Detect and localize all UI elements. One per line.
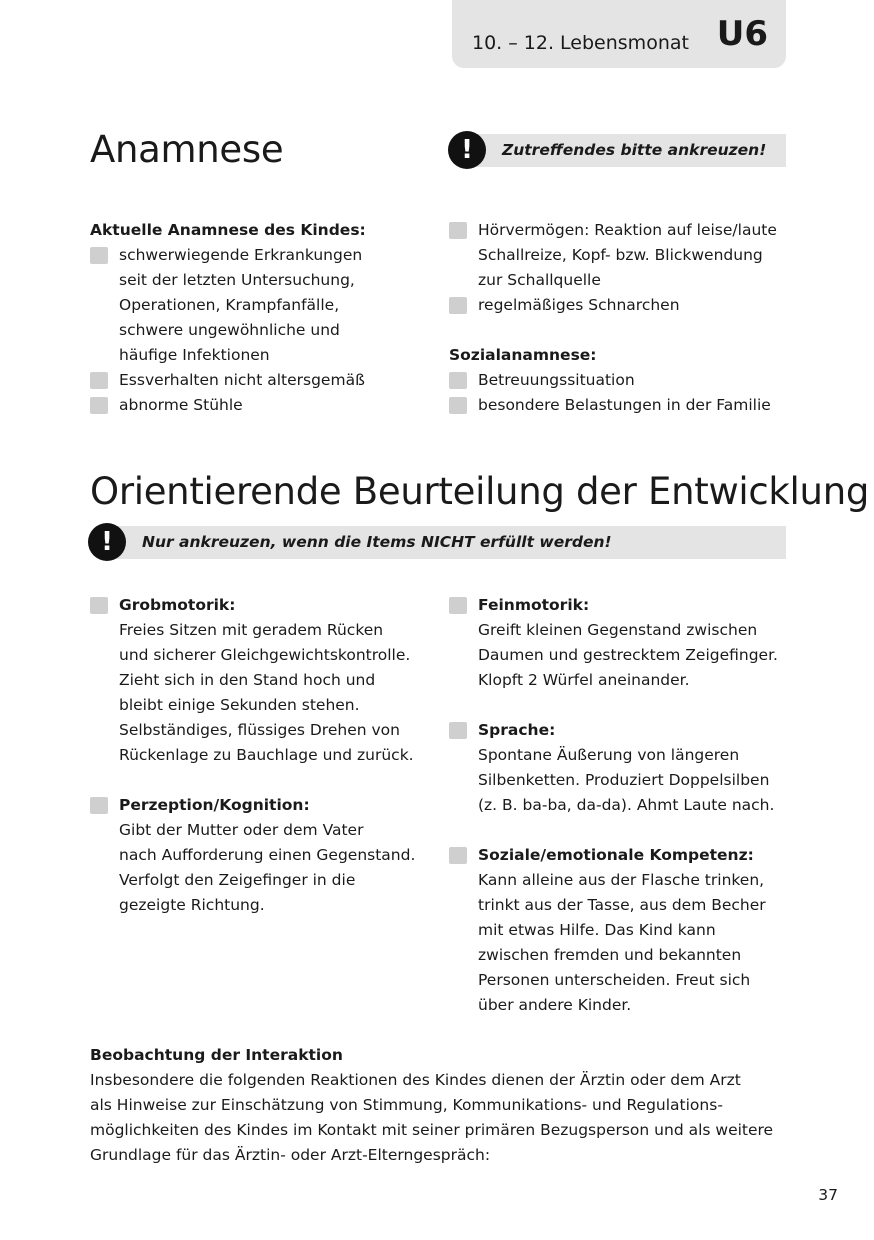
item-text: abnorme Stühle: [119, 396, 243, 414]
item-text: Daumen und gestrecktem Zeigefinger.: [478, 646, 778, 664]
paragraph-line: als Hinweise zur Einschätzung von Stimmung, Kommunikations- und Regulations-: [90, 1096, 723, 1114]
item-text: besondere Belastungen in der Familie: [478, 396, 771, 414]
checklist-item[interactable]: [90, 393, 430, 418]
item-text: Spontane Äußerung von längeren: [478, 746, 740, 764]
exclamation-icon: !: [88, 523, 126, 561]
development-item-fine-motor[interactable]: [449, 593, 789, 693]
header-subtitle: 10. – 12. Lebensmonat: [472, 32, 689, 54]
anamnese-notice: [448, 134, 786, 167]
development-item-gross-motor[interactable]: [90, 593, 435, 768]
item-text: seit der letzten Untersuchung,: [119, 271, 355, 289]
item-text: häufige Infektionen: [119, 346, 270, 364]
checklist-item[interactable]: [90, 368, 430, 393]
item-text: Kann alleine aus der Flasche trinken,: [478, 871, 765, 889]
item-text: Selbständiges, flüssiges Drehen von: [119, 721, 400, 739]
header-code: U6: [716, 14, 768, 54]
item-text: trinkt aus der Tasse, aus dem Becher: [478, 896, 766, 914]
item-label: Feinmotorik:: [478, 596, 590, 614]
development-title: Orientierende Beurteilung der Entwicklung: [90, 470, 870, 513]
item-text: schwere ungewöhnliche und: [119, 321, 340, 339]
item-text: bleibt einige Sekunden stehen.: [119, 696, 360, 714]
exclamation-icon: !: [448, 131, 486, 169]
item-text: Verfolgt den Zeigefinger in die: [119, 871, 356, 889]
item-text: Greift kleinen Gegenstand zwischen: [478, 621, 758, 639]
item-label: Perzeption/Kognition:: [119, 796, 310, 814]
item-text: über andere Kinder.: [478, 996, 632, 1014]
notice-text: Nur ankreuzen, wenn die Items NICHT erfüllt werden!: [142, 533, 612, 551]
item-text: Essverhalten nicht altersgemäß: [119, 371, 365, 389]
anamnese-title: Anamnese: [90, 128, 284, 171]
item-text: gezeigte Richtung.: [119, 896, 265, 914]
checkbox[interactable]: [90, 397, 108, 414]
item-text: regelmäßiges Schnarchen: [478, 296, 680, 314]
item-text: Freies Sitzen mit geradem Rücken: [119, 621, 384, 639]
checkbox[interactable]: [90, 247, 108, 264]
development-right-column: [449, 593, 789, 1018]
item-text: Silbenketten. Produziert Doppelsilben: [478, 771, 770, 789]
checkbox[interactable]: [449, 847, 467, 864]
item-text: schwerwiegende Erkrankungen: [119, 246, 363, 264]
checkbox[interactable]: [449, 222, 467, 239]
item-text: Hörvermögen: Reaktion auf leise/laute: [478, 221, 777, 239]
item-text: Klopft 2 Würfel aneinander.: [478, 671, 690, 689]
notice-text: Zutreffendes bitte ankreuzen!: [502, 141, 767, 159]
interaction-section: [90, 1043, 790, 1168]
item-text: (z. B. ba-ba, da-da). Ahmt Laute nach.: [478, 796, 775, 814]
development-item-language[interactable]: [449, 718, 789, 818]
item-text: Rückenlage zu Bauchlage und zurück.: [119, 746, 414, 764]
item-label: Grobmotorik:: [119, 596, 236, 614]
checkbox[interactable]: [449, 297, 467, 314]
checkbox[interactable]: [449, 722, 467, 739]
paragraph-line: Insbesondere die folgenden Reaktionen des Kindes dienen der Ärztin oder dem Arzt: [90, 1071, 741, 1089]
paragraph-line: möglichkeiten des Kindes im Kontakt mit seiner primären Bezugsperson und als weitere: [90, 1121, 774, 1139]
item-text: Personen unterscheiden. Freut sich: [478, 971, 751, 989]
item-text: Zieht sich in den Stand hoch und: [119, 671, 376, 689]
development-notice: [88, 526, 786, 559]
checklist-item[interactable]: [449, 218, 789, 293]
item-text: zur Schallquelle: [478, 271, 601, 289]
social-anamnesis-label: Sozialanamnese:: [449, 346, 597, 364]
item-text: und sicherer Gleichgewichtskontrolle.: [119, 646, 411, 664]
item-label: Sprache:: [478, 721, 556, 739]
item-label: Soziale/emotionale Kompetenz:: [478, 846, 754, 864]
item-text: Operationen, Krampfanfälle,: [119, 296, 340, 314]
header-tab: [452, 0, 786, 68]
current-anamnesis-label: Aktuelle Anamnese des Kindes:: [90, 221, 366, 239]
interaction-label: Beobachtung der Interaktion: [90, 1046, 343, 1064]
checklist-item[interactable]: [90, 243, 430, 368]
checkbox[interactable]: [90, 597, 108, 614]
checkbox[interactable]: [449, 372, 467, 389]
development-item-social-emotional[interactable]: [449, 843, 789, 1018]
item-text: Schallreize, Kopf- bzw. Blickwendung: [478, 246, 763, 264]
checkbox[interactable]: [449, 397, 467, 414]
item-text: nach Aufforderung einen Gegenstand.: [119, 846, 416, 864]
item-text: mit etwas Hilfe. Das Kind kann: [478, 921, 716, 939]
checklist-item[interactable]: [449, 393, 789, 418]
item-text: Betreuungssituation: [478, 371, 635, 389]
page-number: 37: [818, 1186, 838, 1204]
paragraph-line: Grundlage für das Ärztin- oder Arzt-Elterngespräch:: [90, 1146, 491, 1164]
item-text: zwischen fremden und bekannten: [478, 946, 742, 964]
anamnese-left-column: [90, 218, 430, 418]
checklist-item[interactable]: [449, 368, 789, 393]
checkbox[interactable]: [90, 797, 108, 814]
development-item-perception[interactable]: [90, 793, 435, 918]
development-left-column: [90, 593, 435, 918]
checklist-item[interactable]: [449, 293, 789, 318]
item-text: Gibt der Mutter oder dem Vater: [119, 821, 364, 839]
anamnese-right-column: [449, 218, 789, 418]
checkbox[interactable]: [449, 597, 467, 614]
checkbox[interactable]: [90, 372, 108, 389]
